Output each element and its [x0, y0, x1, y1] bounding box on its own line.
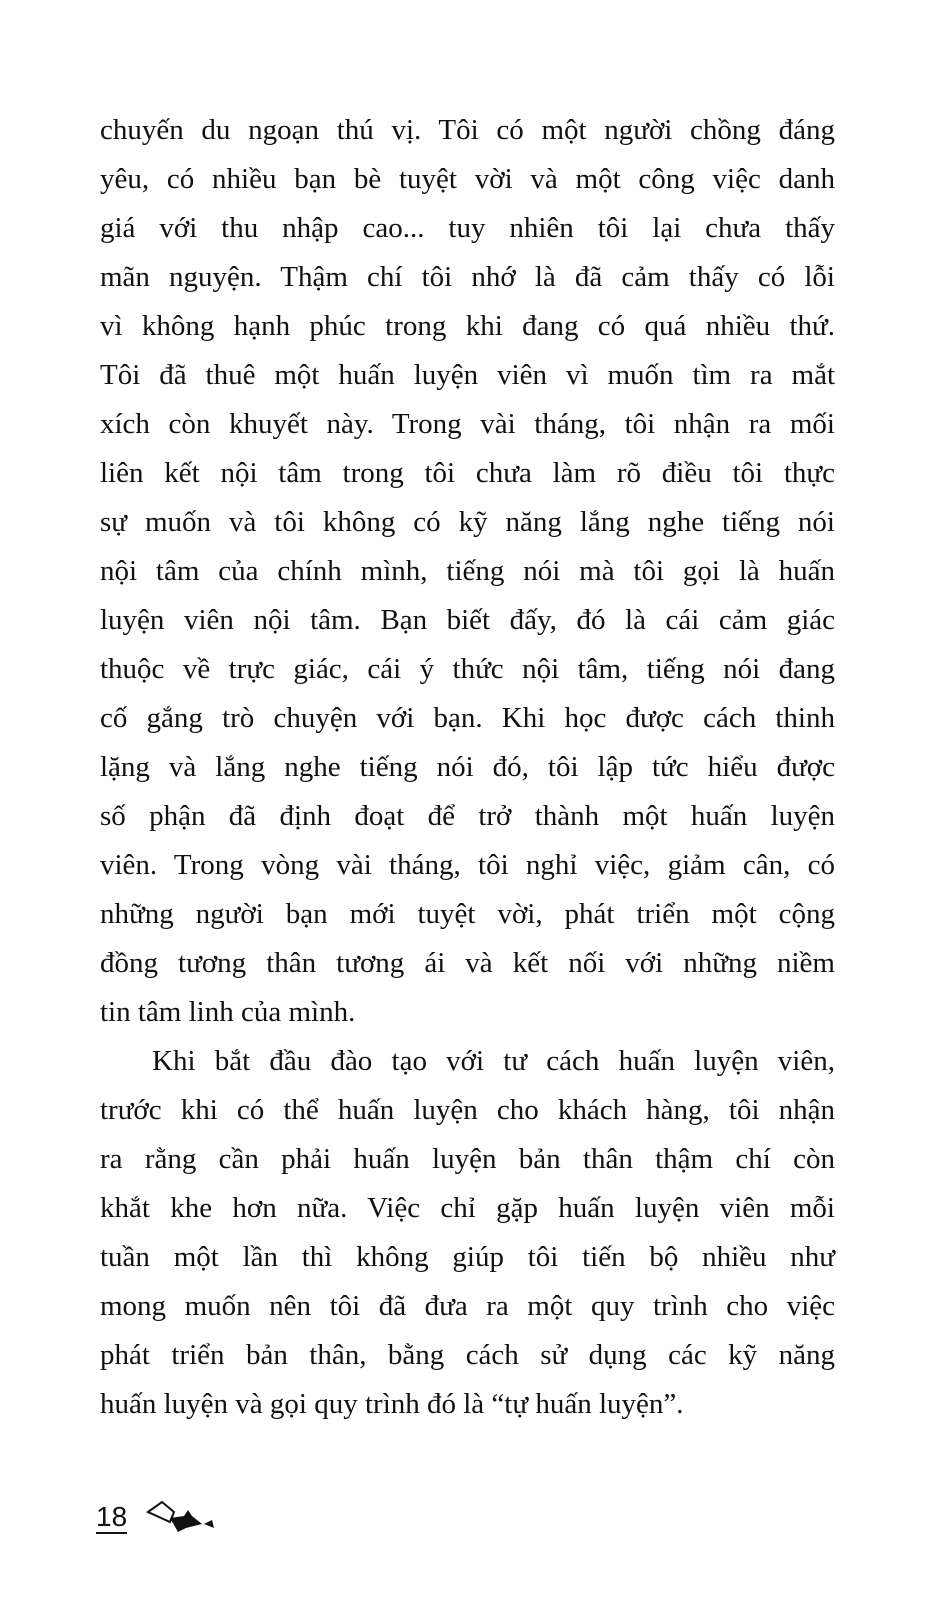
text-line: mãn nguyện. Thậm chí tôi nhớ là đã cảm thấy có lỗi [100, 261, 835, 293]
text-line: Khi bắt đầu đào tạo với tư cách huấn luyện viên, [152, 1045, 835, 1077]
text-line: sự muốn và tôi không có kỹ năng lắng nghe tiếng nói [100, 506, 835, 538]
text-line: đồng tương thân tương ái và kết nối với những niềm [100, 947, 835, 979]
text-line: những người bạn mới tuyệt vời, phát triển một cộng [100, 898, 835, 930]
text-line: liên kết nội tâm trong tôi chưa làm rõ điều tôi thực [100, 457, 835, 489]
text-line: xích còn khuyết này. Trong vài tháng, tôi nhận ra mối [100, 408, 835, 440]
text-line: số phận đã định đoạt để trở thành một huấn luyện [100, 800, 835, 832]
text-line: tuần một lần thì không giúp tôi tiến bộ nhiều như [100, 1241, 835, 1273]
text-line: khắt khe hơn nữa. Việc chỉ gặp huấn luyện viên mỗi [100, 1192, 835, 1224]
text-line: chuyến du ngoạn thú vị. Tôi có một người chồng đáng [100, 114, 835, 146]
text-line: yêu, có nhiều bạn bè tuyệt vời và một công việc danh [100, 163, 835, 195]
text-line: huấn luyện và gọi quy trình đó là “tự huấn luyện”. [100, 1388, 684, 1420]
decorative-ornament-icon [140, 1494, 220, 1534]
text-line: phát triển bản thân, bằng cách sử dụng các kỹ năng [100, 1339, 835, 1371]
text-line: mong muốn nên tôi đã đưa ra một quy trình cho việc [100, 1290, 835, 1322]
page-number: 18 [96, 1501, 128, 1532]
text-line: viên. Trong vòng vài tháng, tôi nghỉ việc, giảm cân, có [100, 849, 835, 881]
text-line: Tôi đã thuê một huấn luyện viên vì muốn tìm ra mắt [100, 359, 835, 391]
text-line: giá với thu nhập cao... tuy nhiên tôi lại chưa thấy [100, 212, 835, 244]
text-line: vì không hạnh phúc trong khi đang có quá nhiều thứ. [100, 310, 835, 342]
text-line: ra rằng cần phải huấn luyện bản thân thậm chí còn [100, 1143, 835, 1175]
text-line: cố gắng trò chuyện với bạn. Khi học được cách thinh [100, 702, 835, 734]
text-line: nội tâm của chính mình, tiếng nói mà tôi gọi là huấn [100, 555, 835, 587]
text-line: thuộc về trực giác, cái ý thức nội tâm, tiếng nói đang [100, 653, 835, 685]
text-line: lặng và lắng nghe tiếng nói đó, tôi lập tức hiểu được [100, 751, 835, 783]
text-line: trước khi có thể huấn luyện cho khách hàng, tôi nhận [100, 1094, 835, 1126]
text-line: tin tâm linh của mình. [100, 996, 356, 1028]
page-body [100, 106, 835, 1429]
text-line: luyện viên nội tâm. Bạn biết đấy, đó là cái cảm giác [100, 604, 835, 636]
